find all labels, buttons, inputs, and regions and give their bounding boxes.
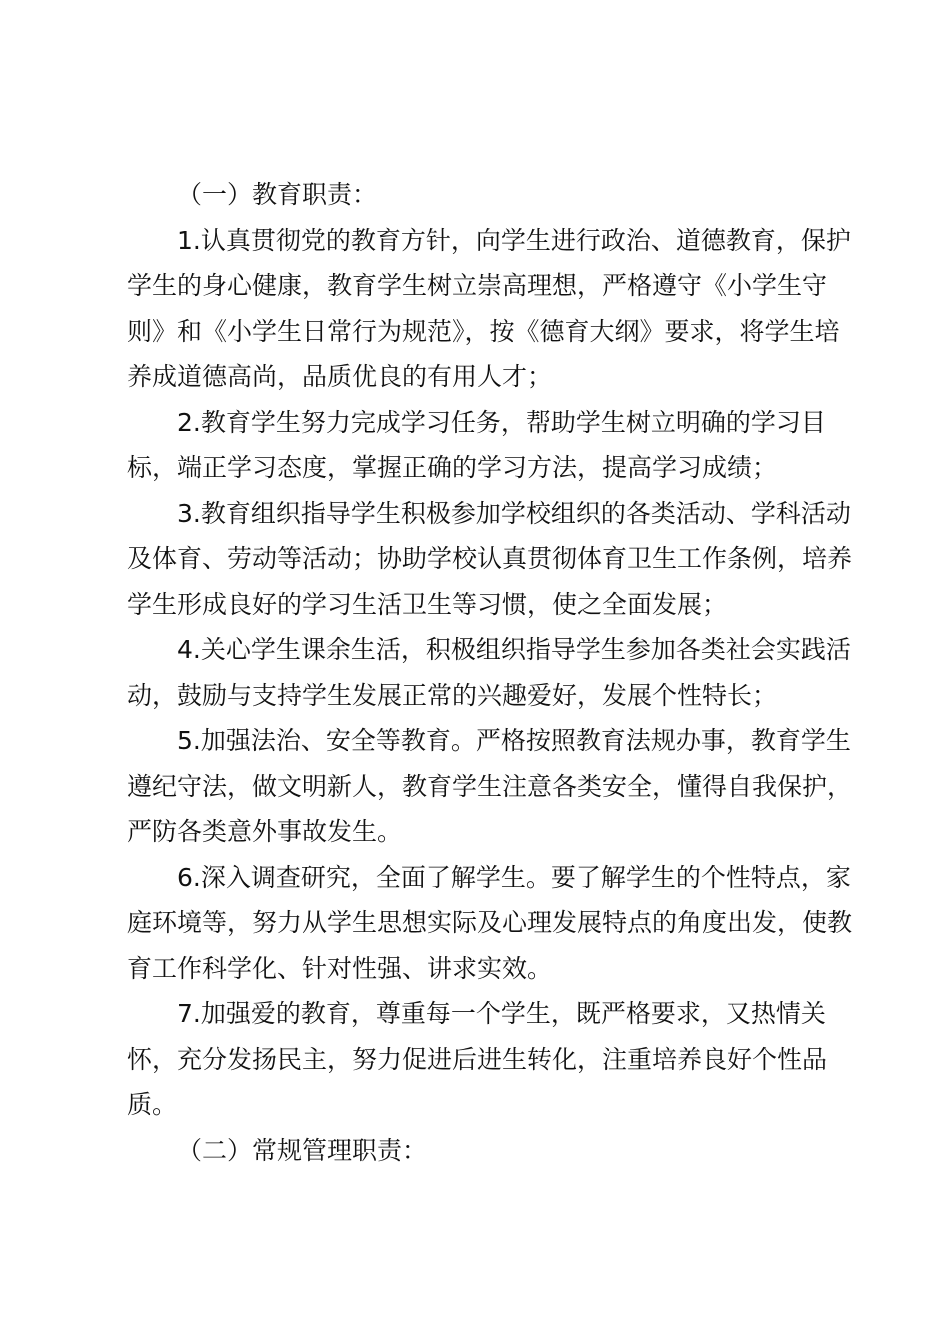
paragraph-item-6: 6.深入调查研究，全面了解学生。要了解学生的个性特点，家庭环境等，努力从学生思想实际及心理发展特点的角度出发，使教育工作科学化、针对性强、讲求实效。 bbox=[127, 862, 853, 983]
section-heading-education-duties: （一）教育职责： bbox=[177, 180, 378, 209]
paragraph-item-2: 2.教育学生努力完成学习任务，帮助学生树立明确的学习目标，端正学习态度，掌握正确的学习方法，提高学习成绩； bbox=[127, 407, 826, 482]
document-body bbox=[127, 172, 857, 1173]
paragraph-item-4: 4.关心学生课余生活，积极组织指导学生参加各类社会实践活动，鼓励与支持学生发展正常的兴趣爱好，发展个性特长； bbox=[127, 635, 851, 710]
paragraph-item-1: 1.认真贯彻党的教育方针，向学生进行政治、道德教育，保护学生的身心健康，教育学生树立崇高理想，严格遵守《小学生守则》和《小学生日常行为规范》，按《德育大纲》要求，将学生培养成道德高尚，品质优良的有用人才； bbox=[127, 225, 851, 391]
section-heading-routine-management-duties: （二）常规管理职责： bbox=[177, 1135, 428, 1165]
paragraph-item-5: 5.加强法治、安全等教育。严格按照教育法规办事，教育学生遵纪守法，做文明新人，教育学生注意各类安全，懂得自我保护，严防各类意外事故发生。 bbox=[127, 726, 853, 846]
paragraph-item-3: 3.教育组织指导学生积极参加学校组织的各类活动、学科活动及体育、劳动等活动；协助学校认真贯彻体育卫生工作条例，培养学生形成良好的学习生活卫生等习惯，使之全面发展； bbox=[127, 498, 853, 619]
paragraph-item-7: 7.加强爱的教育，尊重每一个学生，既严格要求，又热情关怀，充分发扬民主，努力促进后进生转化，注重培养良好个性品质。 bbox=[127, 999, 828, 1119]
